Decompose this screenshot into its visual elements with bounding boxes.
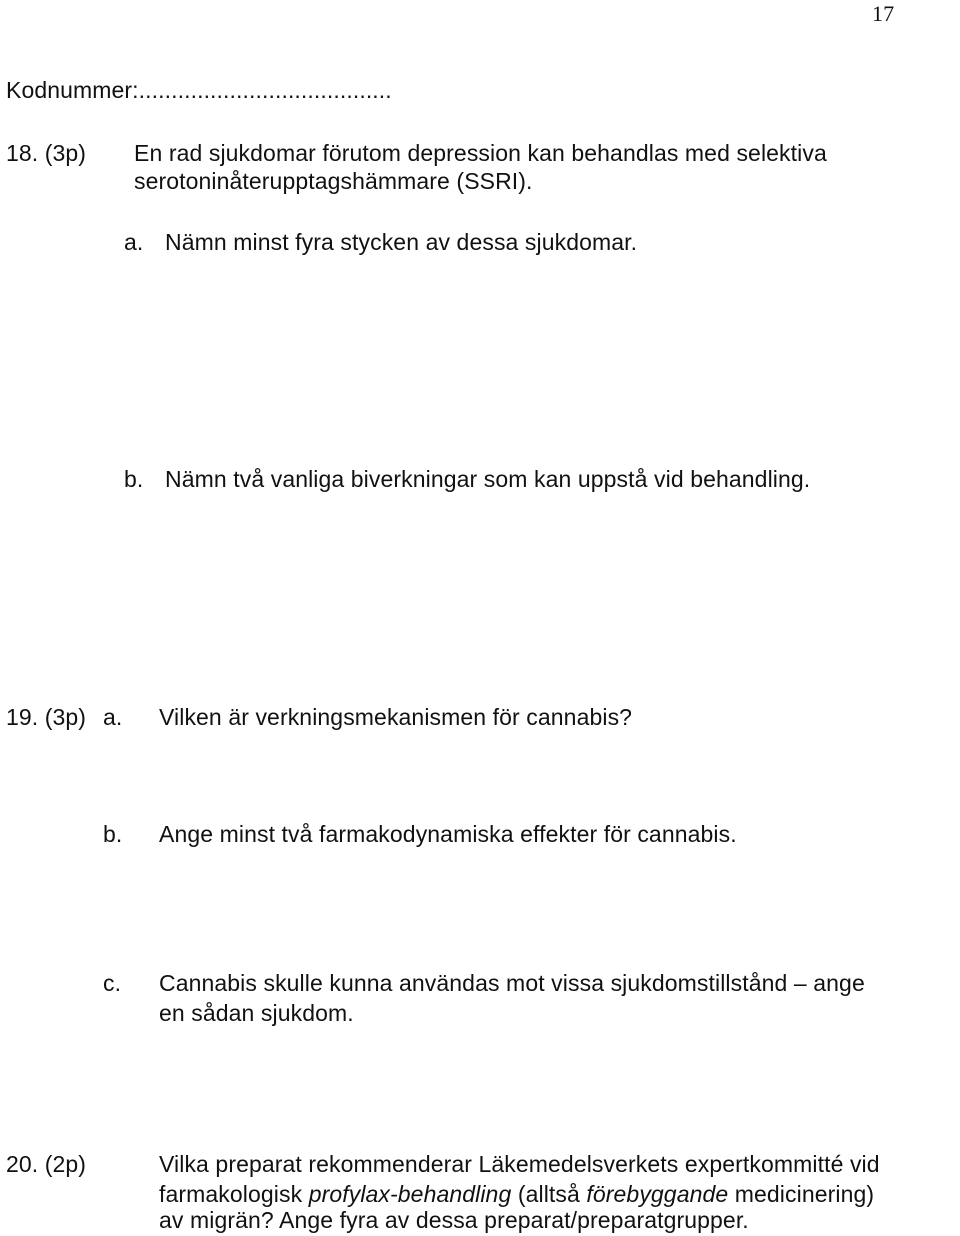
question-text: av migrän? Ange fyra av dessa preparat/preparatgrupper.	[159, 1207, 749, 1233]
part-text: en sådan sjukdom.	[159, 1000, 354, 1026]
part-letter: b.	[124, 466, 144, 492]
italic-term: profylax-behandling	[308, 1181, 512, 1207]
text-run: medicinering)	[728, 1181, 875, 1207]
code-number-field: Kodnummer:.......................................	[6, 77, 392, 103]
part-text: Cannabis skulle kunna användas mot vissa sjukdomstillstånd – ange	[159, 970, 865, 996]
part-letter: b.	[103, 821, 123, 847]
part-letter: c.	[103, 970, 122, 996]
part-text: Ange minst två farmakodynamiska effekter för cannabis.	[159, 821, 737, 847]
question-text: En rad sjukdomar förutom depression kan behandlas med selektiva	[134, 140, 827, 166]
question-text: serotoninåterupptagshämmare (SSRI).	[134, 168, 533, 194]
part-text: Vilken är verkningsmekanismen för cannabis?	[159, 704, 633, 730]
question-text: Vilka preparat rekommenderar Läkemedelsverkets expertkommitté vid	[159, 1151, 880, 1177]
question-number: 18. (3p)	[6, 140, 87, 166]
text-run: farmakologisk	[159, 1181, 309, 1207]
question-number: 20. (2p)	[6, 1151, 87, 1177]
page-number: 17	[872, 1, 895, 26]
italic-term: förebyggande	[586, 1181, 729, 1207]
part-letter: a.	[124, 229, 144, 255]
part-text: Nämn minst fyra stycken av dessa sjukdomar.	[165, 229, 638, 255]
question-text	[159, 1180, 874, 1208]
question-number: 19. (3p)	[6, 704, 87, 730]
part-letter: a.	[103, 704, 123, 730]
part-text: Nämn två vanliga biverkningar som kan uppstå vid behandling.	[165, 466, 811, 492]
text-run: (alltså	[511, 1181, 587, 1207]
